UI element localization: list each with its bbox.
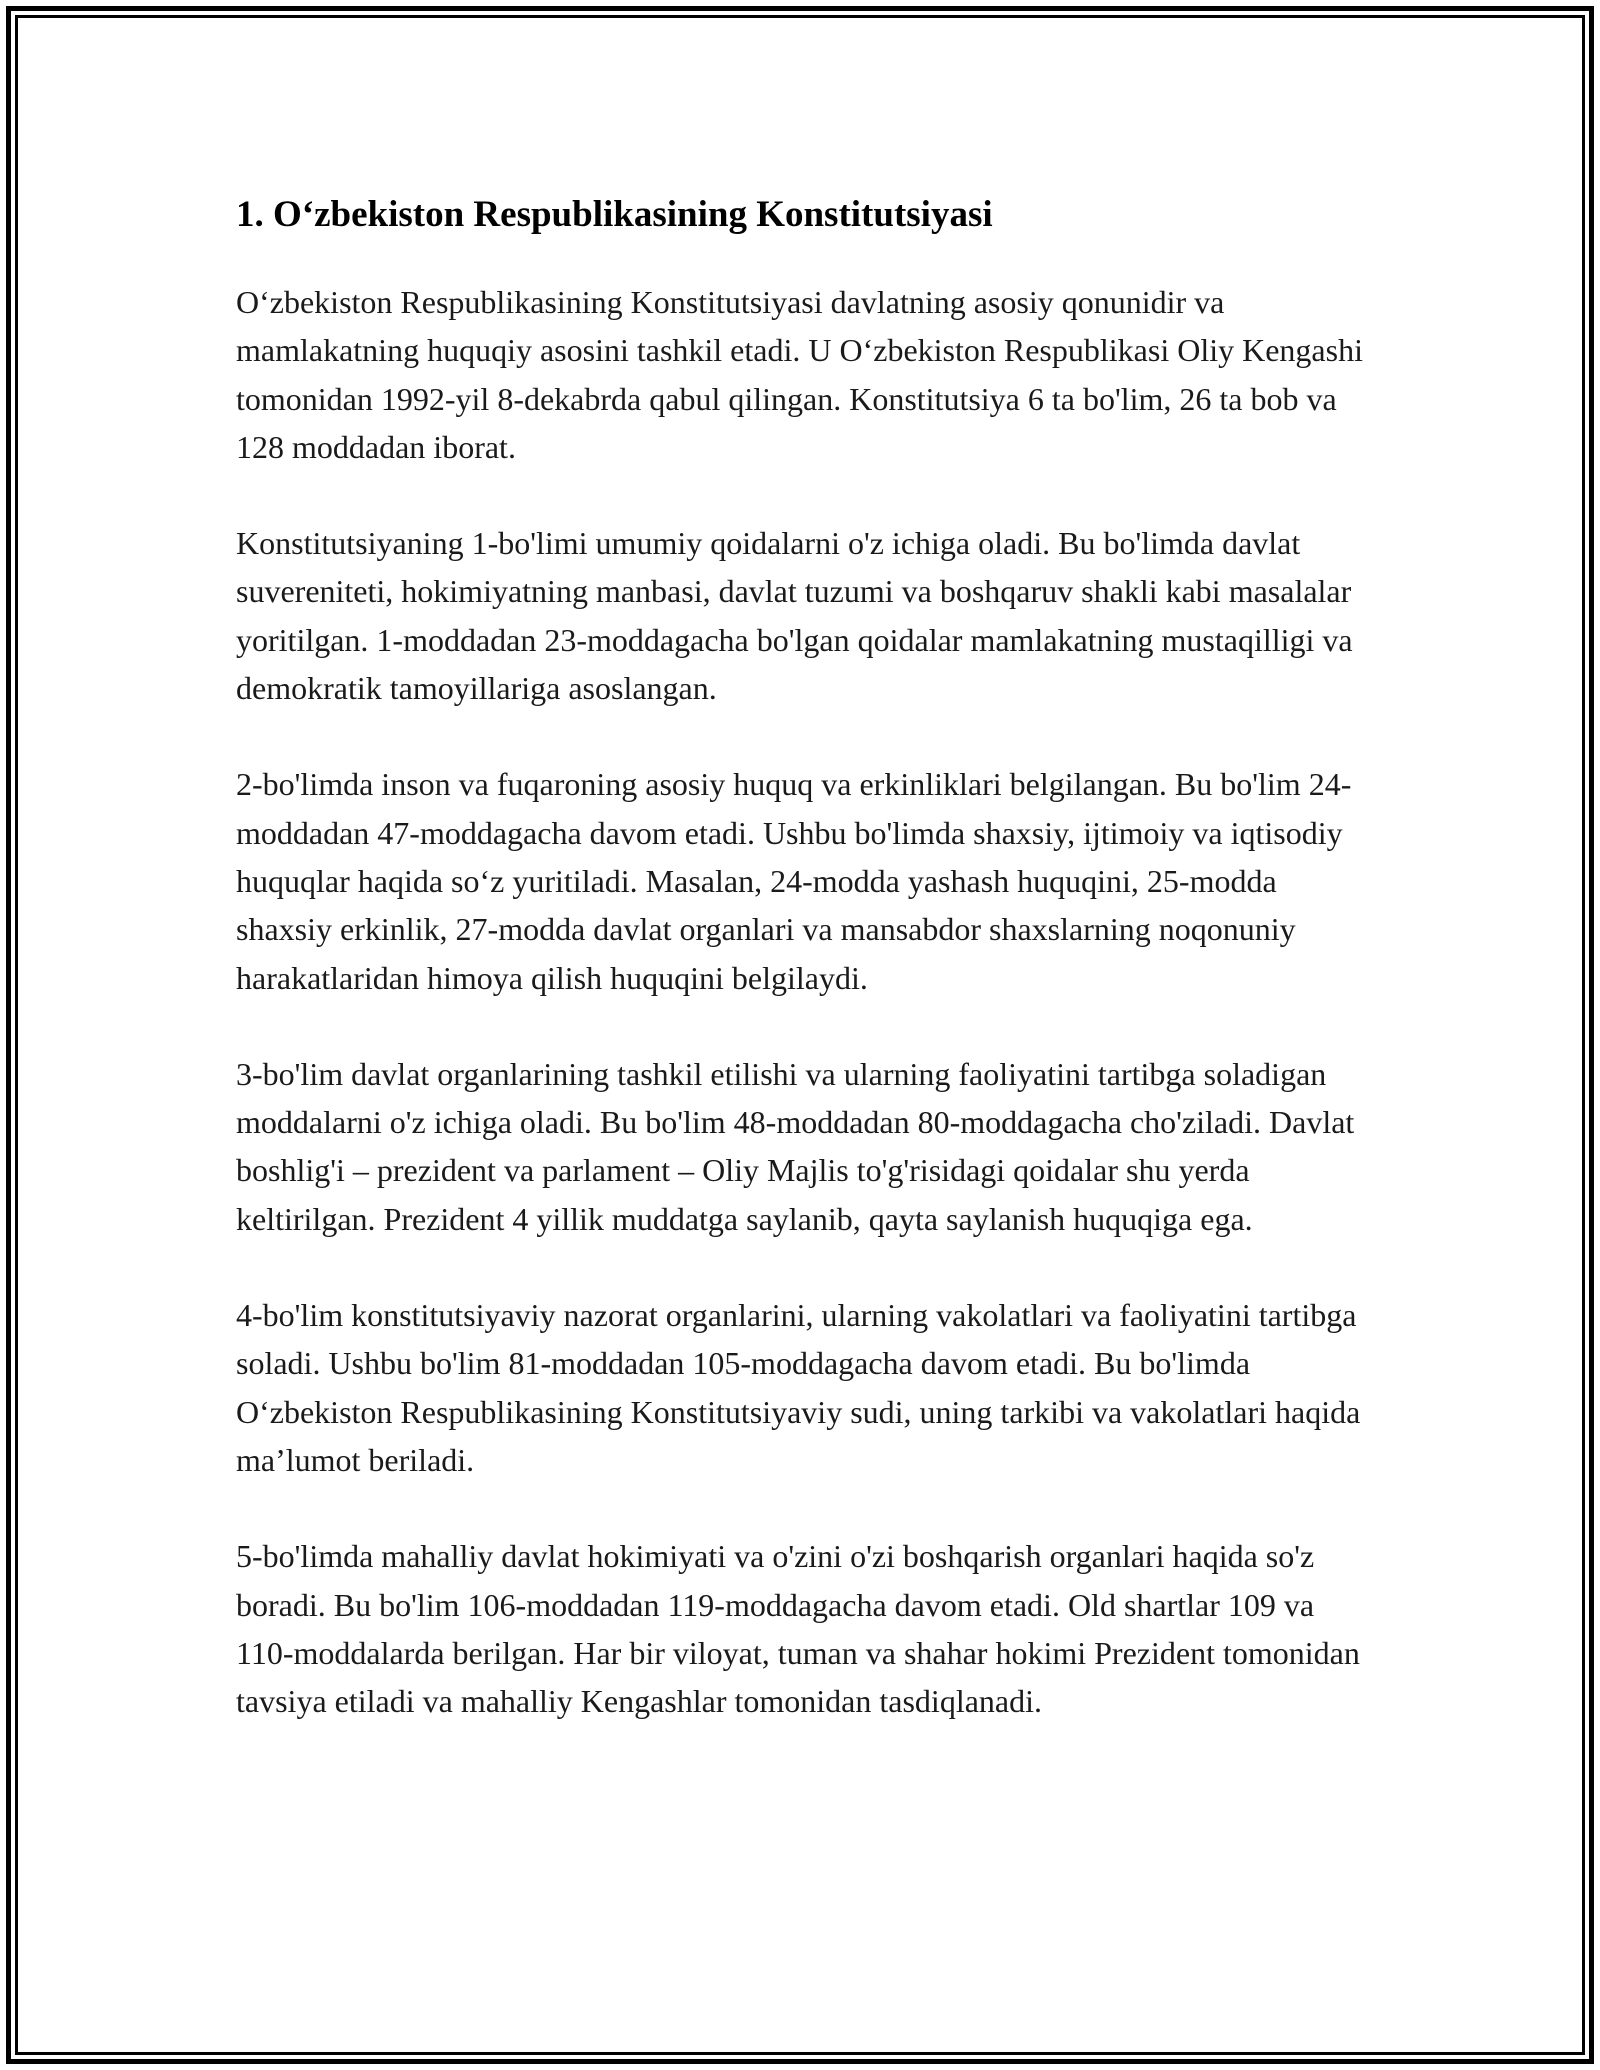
paragraph-part-2: 2-bo'limda inson va fuqaroning asosiy huquq va erkinliklari belgilangan. Bu bo'lim 24-moddadan 47-moddagacha davom etadi. Ushbu bo'limda shaxsiy, ijtimoiy va iqtisodiy huquqlar haqida so‘z yuritiladi. Masalan, 24-modda yashash huquqini, 25-modda shaxsiy erkinlik, 27-modda davlat organlari va mansabdor shaxslarning noqonuniy harakatlaridan himoya qilish huquqini belgilaydi.	[236, 766, 1352, 996]
section-heading: 1. O‘zbekiston Respublikasining Konstitutsiyasi	[236, 194, 993, 235]
document-body	[236, 186, 1366, 1773]
paragraph-intro: O‘zbekiston Respublikasining Konstitutsiyasi davlatning asosiy qonunidir va mamlakatning huquqiy asosini tashkil etadi. U O‘zbekiston Respublikasi Oliy Kengashi tomonidan 1992-yil 8-dekabrda qabul qilingan. Konstitutsiya 6 ta bo'lim, 26 ta bob va 128 moddadan iborat.	[236, 284, 1363, 465]
paragraph-part-1: Konstitutsiyaning 1-bo'limi umumiy qoidalarni o'z ichiga oladi. Bu bo'limda davlat suvereniteti, hokimiyatning manbasi, davlat tuzumi va boshqaruv shakli kabi masalalar yoritilgan. 1-moddadan 23-moddagacha bo'lgan qoidalar mamlakatning mustaqilligi va demokratik tamoyillariga asoslangan.	[236, 525, 1353, 707]
paragraph-part-5: 5-bo'limda mahalliy davlat hokimiyati va o'zini o'zi boshqarish organlari haqida so'z boradi. Bu bo'lim 106-moddadan 119-moddagacha davom etadi. Old shartlar 109 va 110-moddalarda berilgan. Har bir viloyat, tuman va shahar hokimi Prezident tomonidan tavsiya etiladi va mahalliy Kengashlar tomonidan tasdiqlanadi.	[236, 1538, 1360, 1720]
paragraph-part-3: 3-bo'lim davlat organlarining tashkil etilishi va ularning faoliyatini tartibga soladigan moddalarni o'z ichiga oladi. Bu bo'lim 48-moddadan 80-moddagacha cho'ziladi. Davlat boshlig'i – prezident va parlament – Oliy Majlis to'g'risidagi qoidalar shu yerda keltirilgan. Prezident 4 yillik muddatga saylanib, qayta saylanish huquqiga ega.	[236, 1055, 1355, 1237]
paragraph-part-4: 4-bo'lim konstitutsiyaviy nazorat organlarini, ularning vakolatlari va faoliyatini tartibga soladi. Ushbu bo'lim 81-moddadan 105-moddagacha davom etadi. Bu bo'limda O‘zbekiston Respublikasining Konstitutsiyaviy sudi, uning tarkibi va vakolatlari haqida ma’lumot beriladi.	[236, 1297, 1361, 1478]
